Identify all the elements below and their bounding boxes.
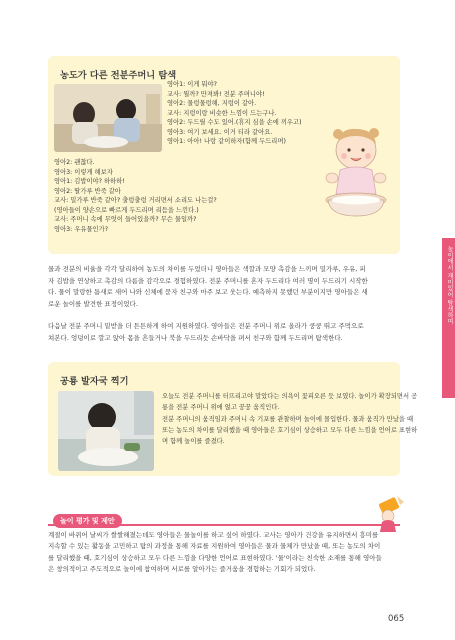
- paragraph-line: 를 달리했을 때, 호기심이 상승하고 모두 다른 느낌을 다양한 언어로 표현하였다. '물'이라는 친숙한 소재를 통해 영아들: [48, 553, 382, 562]
- dialogue-line: 교사: 뭘까? 만져봐! 전분 주머니야!: [167, 90, 265, 98]
- dinosaur-footprint-title: 공룡 발자국 찍기: [60, 376, 129, 387]
- children-playing-photo: [54, 84, 162, 152]
- body-paragraph-1: [48, 264, 404, 310]
- paragraph-line: 자 김밥을 연상하고 촉감의 다름을 감각으로 경험하였다. 전분 주머니를 혼자 두드리다 여러 명이 두드리기 시작한: [48, 276, 368, 285]
- child-with-dinosaur-photo: [58, 391, 154, 471]
- paragraph-line: 지속할 수 있는 활동을 고민하고 탐의 과정을 통해 자료를 지원하여 영아들은 물과 물체가 만났을 때, 또는 농도의 차이: [48, 542, 381, 551]
- side-chapter-label: 놀이에서 재미있어 탐색하며: [446, 246, 453, 325]
- dialogue-line: 영아3: 이렇게 해보자: [54, 168, 113, 176]
- exploration-box-title: 농도가 다른 전분주머니 탐색: [60, 70, 177, 81]
- dialogue-line: 영아1: 김밥이야? 하하하!: [54, 178, 125, 185]
- paragraph-line: 전분 주머니의 움직임과 주머니 속 기포를 관찰하며 놀이에 몰입한다. 물과 움직가 만났을 때: [162, 415, 414, 423]
- evaluation-badge: 놀이 평가 및 제안: [53, 514, 122, 528]
- paragraph-line: 로운 놀이를 발견한 표정이었다.: [48, 299, 138, 308]
- dialogue-line: 영아2: 물렁물렁해, 지렁이 같아.: [167, 100, 257, 107]
- paragraph-line: 은 창의적이고 주도적으로 놀이에 참여하며 서로를 알아가는 즐거움을 경험하는 기회가 되었다.: [48, 564, 316, 573]
- dialogue-line: 영아1: 이게 뭐야?: [167, 81, 217, 88]
- child-with-bowl-illustration: [316, 120, 398, 218]
- dialogue-line: 영아3: 여기 보세요. 이거 티라 같아요.: [167, 128, 273, 136]
- dialogue-line: 영아3: 우유물인가?: [54, 225, 109, 233]
- dialogue-left: [54, 158, 217, 234]
- paragraph-line: 물과 전분의 비율을 각각 달리하여 농도의 차이를 두었더니 영아들은 색깔과 모양 촉감을 느끼며 밀가루, 우유, 피: [48, 265, 366, 273]
- pencil-character-illustration: [370, 494, 410, 534]
- dialogue-line: 영아1: 아아! 나랑 같이하자(함께 두드리며): [167, 138, 286, 145]
- page-number: 065: [388, 614, 405, 624]
- dialogue-line: (영아들이 양손으로 빠르게 두드리며 리듬을 느낀다.): [54, 206, 199, 214]
- dinosaur-footprint-text: [162, 391, 418, 447]
- body-paragraph-2: [48, 321, 404, 344]
- paragraph-line: 며 함께 놀이를 즐겼다.: [162, 438, 225, 446]
- dialogue-line: 영아2: 딸가루 반죽 같아: [54, 187, 121, 195]
- paragraph-line: 쳐본다. 엉덩이로 깔고 앉아 몸을 흔들거나 북을 두드리듯 손바닥을 펴서 친구와 함께 두드리며 탐색한다.: [48, 333, 343, 342]
- dialogue-line: 교사: 지렁이랑 비슷한 느낌이 드는구나.: [167, 109, 277, 117]
- paragraph-line: 또는 농도의 차이를 달리했을 때 영아들은 호기심이 상승하고 모두 다른 느낌을 언어로 표현하: [162, 426, 418, 434]
- paragraph-line: 오늘도 전분 주머니를 터뜨리고야 말았다는 의욕이 꽃피오른 듯 보였다. 놀이가 확장되면서 공: [162, 393, 418, 400]
- dialogue-line: 영아2: 두드릴 수도 있어.(휴지 심을 손에 끼우고): [167, 119, 302, 126]
- paragraph-line: 다. 물이 말랑한 틈새로 새어 나와 신체에 묻자 친구와 마주 보고 웃는다. 예측하지 못했던 부분이지만 영아들은 새: [48, 288, 368, 296]
- paragraph-line: 다음날 전분 주머니 밑받을 더 튼튼하게 하여 지원하였다. 영아들은 전분 주머니 위로 올라가 쿵쿵 뛰고 주먹으로: [48, 322, 364, 330]
- dialogue-line: 교사: 주머니 속에 무엇이 들어있을까? 무슨 물일까?: [54, 216, 197, 223]
- paragraph-line: 계절이 바뀌어 날씨가 쌀쌀해졌는데도 영아들은 물놀이를 하고 싶어 하였다. 교사는 영아가 건강을 유지하면서 흥미를: [48, 531, 379, 539]
- dialogue-line: 영아2: 괜찮다.: [54, 159, 95, 166]
- paragraph-line: 룡을 전분 주머니 위에 얹고 꿍꿍 움직인다.: [162, 404, 280, 412]
- evaluation-text: [48, 530, 404, 575]
- dialogue-line: 교사: 밀가루 반죽 같아? 출렁출렁 거리면서 소리도 나는걸?: [54, 197, 217, 204]
- dialogue-right: [167, 80, 302, 147]
